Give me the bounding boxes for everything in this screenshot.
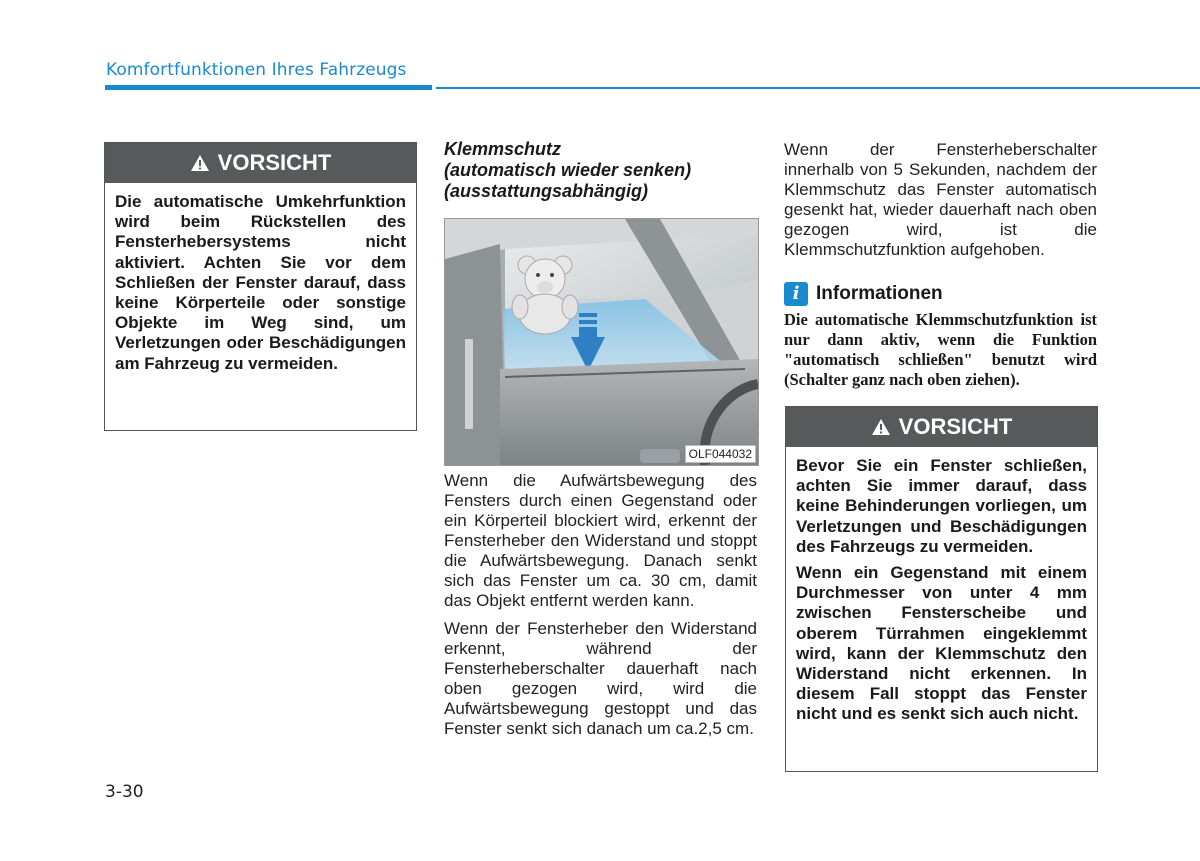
page-number: 3-30 (105, 782, 144, 802)
warning-triangle-icon (871, 418, 891, 436)
car-window-illustration (444, 218, 759, 466)
info-body: Die automatische Klemmschutzfunktion ist nur dann aktiv, wenn die Funktion "automatisch schließen" benutzt wird (Schalter ganz nach oben ziehen). (784, 310, 1097, 389)
warning-paragraph: Die automatische Umkehrfunktion wird beim Rückstellen des Fensterhebersystems nicht aktiviert. Achten Sie vor dem Schließen der Fenster darauf, dass keine Körperteile oder sonstige Objekte im Weg sind, um Verletzungen oder Beschädigungen am Fahrzeug zu vermeiden. (115, 192, 406, 373)
info-heading (784, 282, 943, 306)
info-icon: i (784, 282, 808, 306)
section-heading-line: (automatisch wieder senken) (444, 160, 692, 180)
warning-body (105, 183, 416, 384)
section-heading-line: Klemmschutz (444, 139, 562, 159)
warning-header (105, 143, 416, 183)
info-title: Informationen (816, 283, 943, 304)
body-paragraph: Wenn die Aufwärtsbewegung des Fensters durch einen Gegenstand oder ein Körperteil blockiert wird, erkennt der Fensterheber den Widerstand und stoppt die Aufwärtsbewegung. Danach senkt sich das Fenster um ca. 30 cm, damit das Objekt entfernt werden kann. (444, 471, 757, 610)
body-paragraph: Wenn der Fensterheber den Widerstand erkennt, während der Fensterheberschalter dauerhaft nach oben gezogen wird, wird die Aufwärtsbewegung gestoppt und das Fenster senkt sich danach um ca.2,5 cm. (444, 619, 757, 738)
warning-paragraph: Wenn ein Gegenstand mit einem Durchmesser von unter 4 mm zwischen Fensterscheibe und oberem Türrahmen eingeklemmt wird, kann der Klemmschutz den Widerstand nicht erkennen. In diesem Fall stoppt das Fenster nicht und es senkt sich auch nicht. (796, 563, 1087, 724)
warning-body (786, 447, 1097, 735)
warning-paragraph: Bevor Sie ein Fenster schließen, achten Sie immer darauf, dass keine Behinderungen vorliegen, um Verletzungen und Beschädigungen des Fahrzeugs zu vermeiden. (796, 456, 1087, 556)
header-rule-thin (436, 87, 1200, 89)
warning-title: VORSICHT (898, 414, 1013, 439)
car-interior-image (445, 219, 758, 465)
header-rule-thick (105, 85, 432, 90)
section-heading-line: (ausstattungsabhängig) (444, 181, 649, 201)
figure-label: OLF044032 (685, 445, 756, 463)
body-paragraph: Wenn der Fensterheberschalter innerhalb von 5 Sekunden, nachdem der Klemmschutz das Fenster automatisch gesenkt hat, wieder dauerhaft nach oben gezogen wird, ist die Klemmschutzfunktion aufgehoben. (784, 140, 1097, 259)
section-heading (444, 139, 757, 202)
right-column-paragraph (784, 140, 1097, 268)
warning-header (786, 407, 1097, 447)
page-header-title: Komfortfunktionen Ihres Fahrzeugs (106, 60, 407, 80)
warning-box-right (785, 406, 1098, 772)
warning-triangle-icon (190, 154, 210, 172)
warning-box-left (104, 142, 417, 431)
section-body (444, 471, 757, 747)
warning-title: VORSICHT (217, 150, 332, 175)
